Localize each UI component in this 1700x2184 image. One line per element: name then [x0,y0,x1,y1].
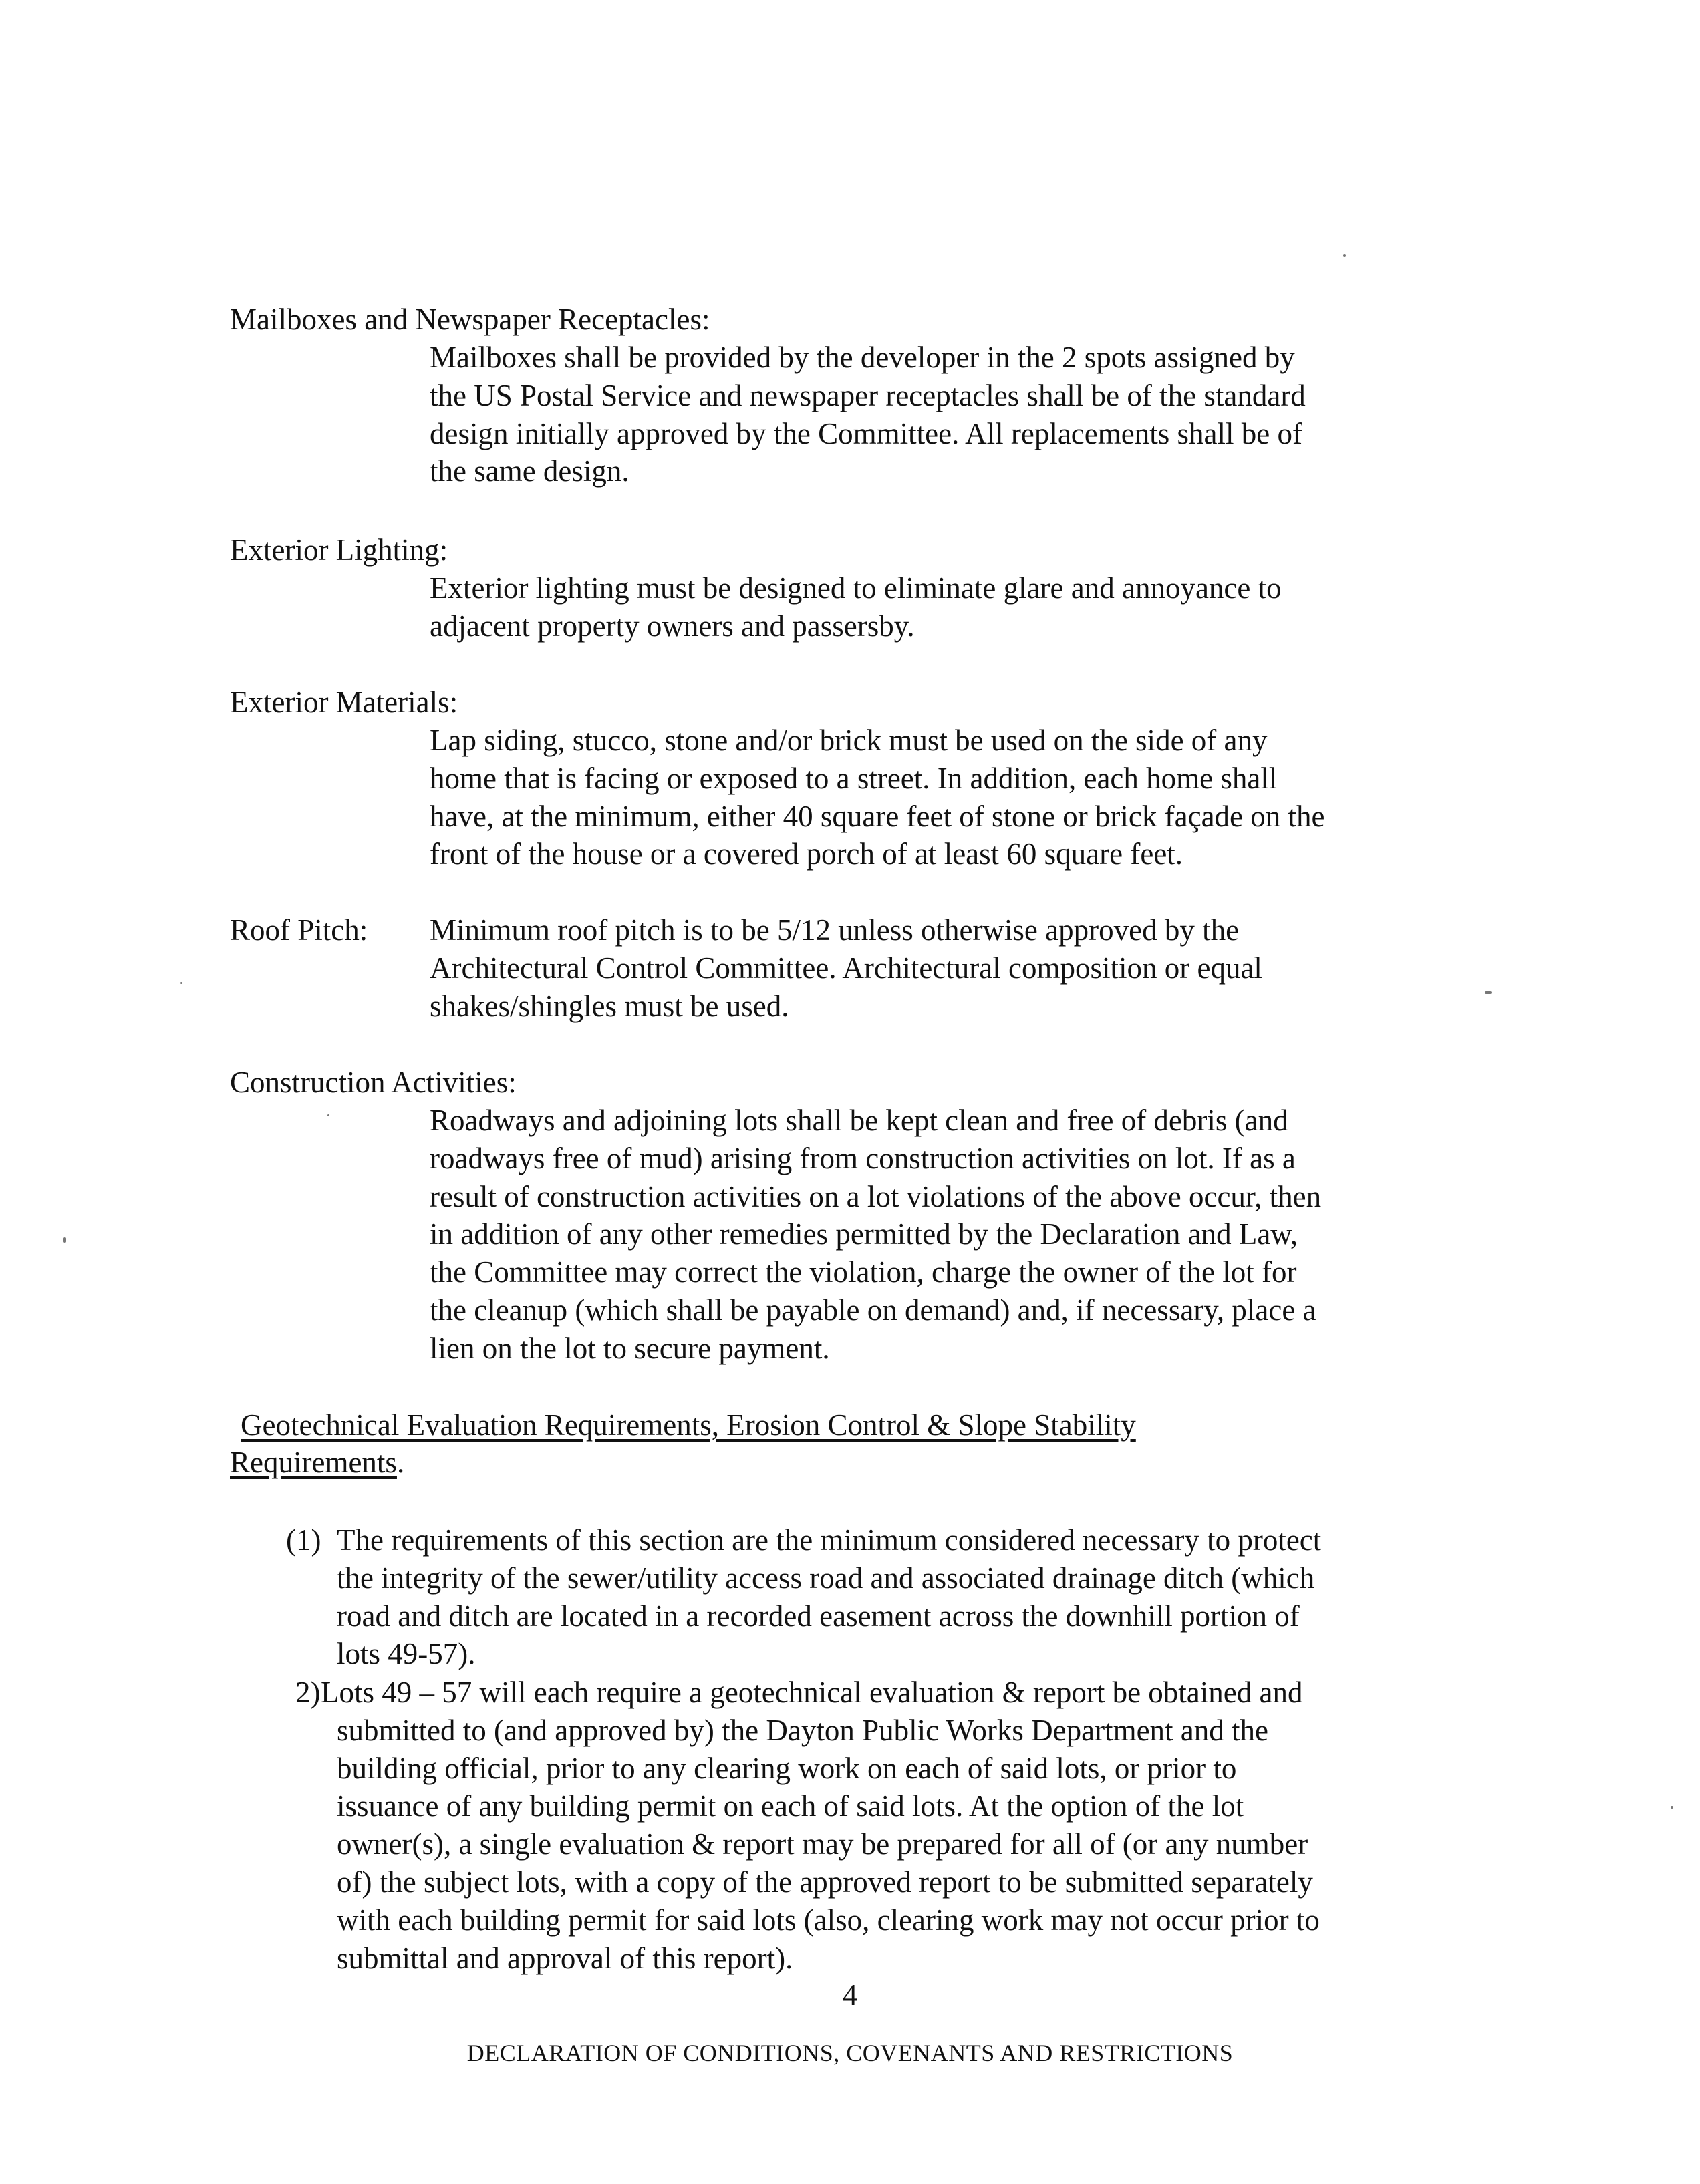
text-line: the same design. [430,454,629,488]
text-line: of) the subject lots, with a copy of the approved report to be submitted separately [337,1865,1313,1899]
text-line: have, at the minimum, either 40 square feet of stone or brick façade on the [430,799,1325,833]
text-line: Lots 49 – 57 will each require a geotechnical evaluation & report be obtained and [321,1676,1303,1709]
scan-speck [180,982,182,984]
text-line: Lap siding, stucco, stone and/or brick must be used on the side of any [430,724,1268,757]
page-footer: DECLARATION OF CONDITIONS, COVENANTS AND RESTRICTIONS [466,2040,1234,2066]
text-line: home that is facing or exposed to a street. In addition, each home shall [430,761,1278,795]
text-line: lots 49-57). [337,1637,476,1671]
text-line: the integrity of the sewer/utility access road and associated drainage ditch (which [337,1561,1315,1595]
list-item-label: 2) [295,1676,321,1709]
text-line: the cleanup (which shall be payable on demand) and, if necessary, place a [430,1293,1316,1327]
list-item-text [321,1674,1457,1977]
list-item [0,1521,1700,1682]
text-line: lien on the lot to secure payment. [430,1331,830,1365]
list-item-text [337,1521,1473,1673]
scan-speck [63,1237,66,1243]
section-body-lighting [430,569,1452,645]
text-line: the Committee may correct the violation, charge the owner of the lot for [430,1255,1297,1289]
section-body-construction [430,1102,1452,1368]
section-body-materials [430,722,1452,873]
text-line: Roadways and adjoining lots shall be kept clean and free of debris (and [430,1104,1288,1137]
section-heading-lighting: Exterior Lighting: [230,533,448,567]
text-line: submittal and approval of this report). [337,1941,793,1975]
section-heading-geotech [241,1406,1136,1444]
section-body-roof [430,911,1452,1025]
section-body-mailboxes [430,339,1452,490]
text-line: issuance of any building permit on each of said lots. At the option of the lot [337,1789,1244,1823]
text-line: building official, prior to any clearing work on each of said lots, or prior to [337,1751,1237,1785]
text-line: with each building permit for said lots (also, clearing work may not occur prior to [337,1903,1320,1937]
text-line: roadways free of mud) arising from construction activities on lot. If as a [430,1141,1296,1175]
section-heading-construction: Construction Activities: [230,1066,517,1099]
heading-period: . [396,1446,405,1479]
scan-speck [1485,991,1492,994]
page-number: 4 [842,1978,858,2012]
heading-line: Geotechnical Evaluation Requirements, Erosion Control & Slope Stability [241,1408,1136,1442]
text-line: Minimum roof pitch is to be 5/12 unless otherwise approved by the [430,913,1240,947]
text-line: The requirements of this section are the minimum considered necessary to protect [337,1523,1322,1557]
text-line: front of the house or a covered porch of at least 60 square feet. [430,837,1183,871]
text-line: in addition of any other remedies permitted by the Declaration and Law, [430,1217,1298,1251]
text-line: result of construction activities on a lot violations of the above occur, then [430,1179,1322,1213]
heading-line: Requirements [230,1446,397,1479]
text-line: shakes/shingles must be used. [430,989,789,1023]
scan-speck [1343,254,1346,257]
scan-speck [1671,1806,1673,1809]
text-line: adjacent property owners and passersby. [430,609,915,643]
list-item [0,1674,1700,1988]
section-heading-materials: Exterior Materials: [230,685,458,719]
text-line: the US Postal Service and newspaper receptacles shall be of the standard [430,378,1306,412]
list-item-label: (1) [286,1523,321,1557]
text-line: submitted to (and approved by) the Dayton Public Works Department and the [337,1713,1268,1747]
text-line: Mailboxes shall be provided by the developer in the 2 spots assigned by [430,341,1295,374]
section-heading-roof: Roof Pitch: [230,913,368,947]
text-line: road and ditch are located in a recorded easement across the downhill portion of [337,1599,1300,1633]
scan-speck [327,1114,329,1116]
text-line: Exterior lighting must be designed to eliminate glare and annoyance to [430,571,1282,605]
section-heading-geotech-cont [230,1444,404,1481]
section-heading-mailboxes: Mailboxes and Newspaper Receptacles: [230,303,710,336]
text-line: Architectural Control Committee. Architectural composition or equal [430,951,1262,985]
text-line: owner(s), a single evaluation & report may be prepared for all of (or any number [337,1827,1308,1861]
text-line: design initially approved by the Committee. All replacements shall be of [430,416,1302,450]
